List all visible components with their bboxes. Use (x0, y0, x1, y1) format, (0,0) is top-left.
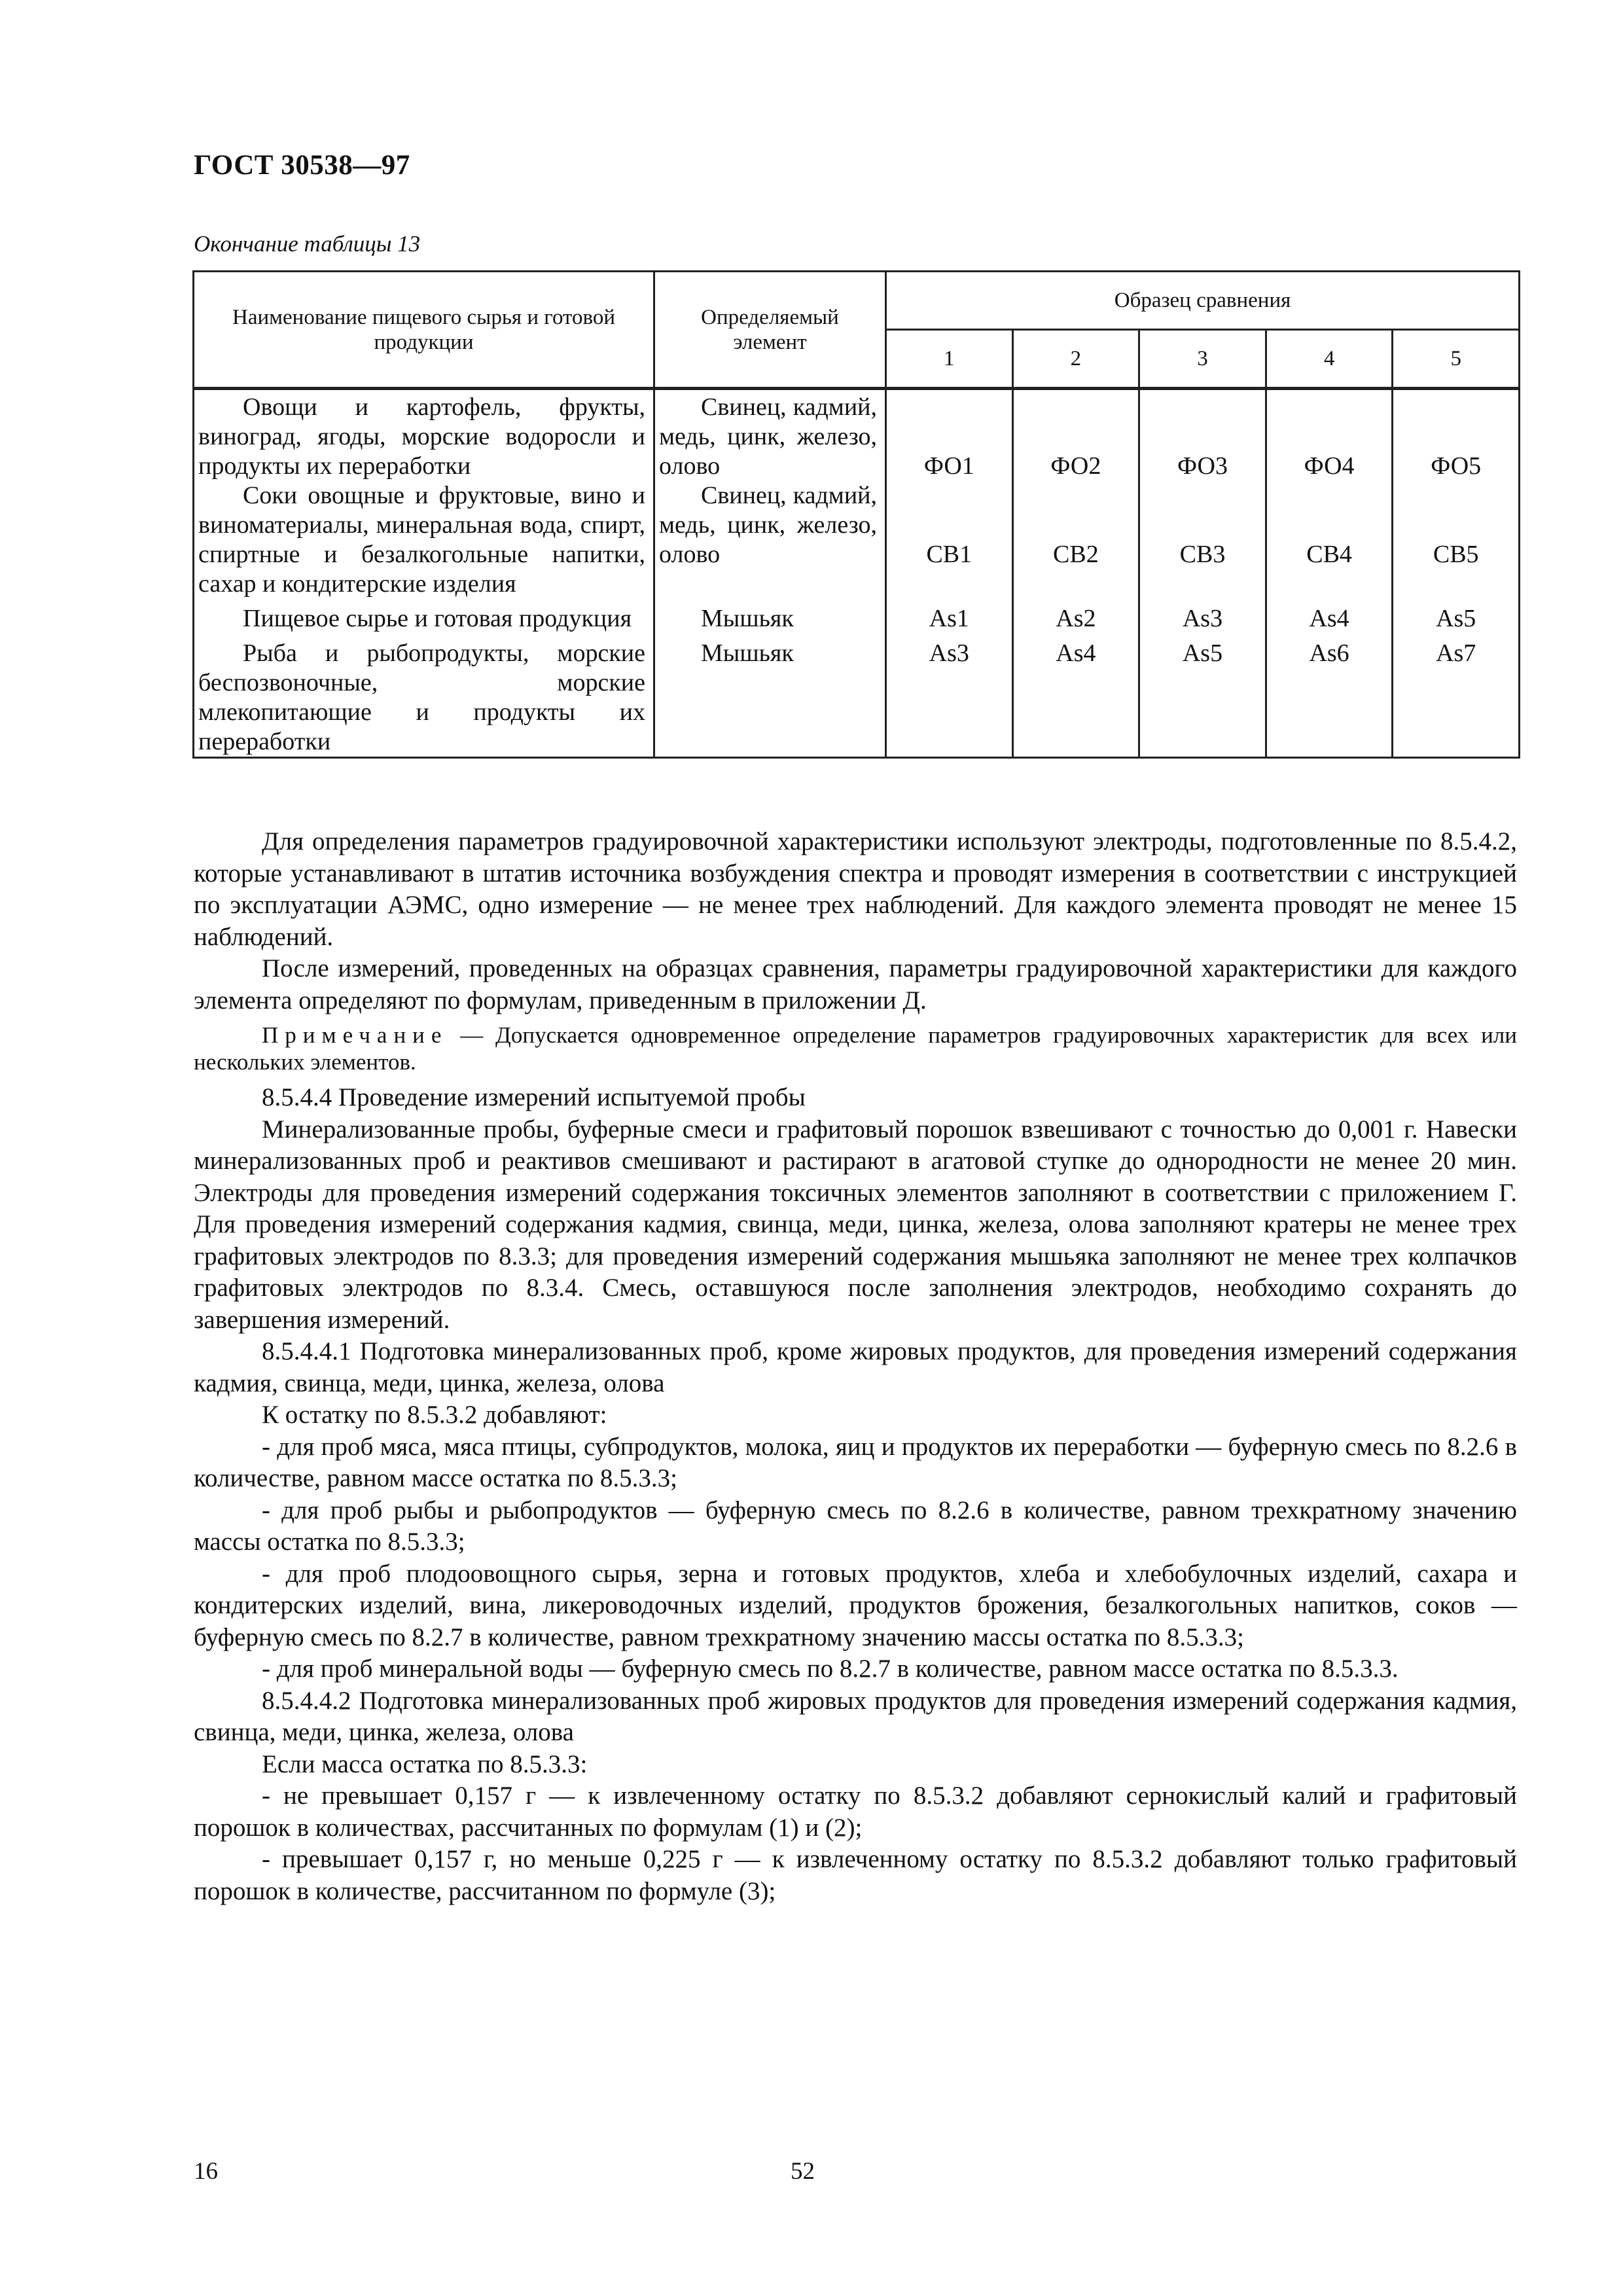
cell-element: Свинец, кадмий, медь, цинк, железо, олово (654, 389, 886, 482)
table-row (194, 389, 1520, 482)
cell-sample: As4 (1012, 634, 1139, 758)
cell-sample: ФО1 (886, 389, 1013, 482)
cell-sample: As6 (1266, 634, 1393, 758)
body-text (194, 826, 1517, 1907)
sample-number-header: 1 (886, 330, 1013, 389)
section-heading-8-5-4-4-1: 8.5.4.4.1 Подготовка минерализованных проб, кроме жировых продуктов, для проведения измерений содержания кадмия, свинца, меди, цинка, железа, олова (194, 1337, 1517, 1397)
cell-sample: As4 (1266, 599, 1393, 634)
paragraph: Для определения параметров градуировочной характеристики используют электроды, подготовленные по 8.5.4.2, которые устанавливают в штатив источника возбуждения спектра и проводят измерения в соответствии с инструкцией по эксплуатации АЭМС, одно измерение — не менее трех наблюдений. Для каждого элемента проводят не менее 15 наблюдений. (194, 827, 1517, 951)
col-header-name: Наименование пищевого сырья и готовой продукции (194, 272, 654, 389)
sheet-number: 52 (791, 2158, 815, 2185)
list-item: - для проб мяса, мяса птицы, субпродуктов, молока, яиц и продуктов их переработки — буферную смесь по 8.2.6 в количестве, равном массе остатка по 8.5.3.3; (194, 1432, 1517, 1492)
cell-sample: СВ3 (1139, 481, 1266, 599)
page-number: 16 (194, 2158, 218, 2185)
list-item: - для проб рыбы и рыбопродуктов — буферную смесь по 8.2.6 в количестве, равном трехкратному значению массы остатка по 8.5.3.3; (194, 1496, 1517, 1556)
paragraph: К остатку по 8.5.3.2 добавляют: (262, 1401, 607, 1429)
cell-sample: As7 (1393, 634, 1520, 758)
section-heading-8-5-4-4: 8.5.4.4 Проведение измерений испытуемой пробы (262, 1083, 806, 1111)
table-row (194, 599, 1520, 634)
cell-product-name: Пищевое сырье и готовая продукция (194, 599, 654, 634)
cell-product-name: Соки овощные и фруктовые, вино и виноматериалы, минеральная вода, спирт, спиртные и безалкогольные напитки, сахар и кондитерские изделия (194, 481, 654, 599)
cell-sample: СВ4 (1266, 481, 1393, 599)
sample-number-header: 5 (1393, 330, 1520, 389)
cell-sample: СВ2 (1012, 481, 1139, 599)
table-13 (192, 270, 1520, 759)
cell-sample: As1 (886, 599, 1013, 634)
document-code: ГОСТ 30538—97 (194, 150, 410, 181)
cell-sample: ФО4 (1266, 389, 1393, 482)
cell-sample: ФО3 (1139, 389, 1266, 482)
cell-sample: СВ1 (886, 481, 1013, 599)
cell-sample: СВ5 (1393, 481, 1520, 599)
note-label: Примечание (262, 1022, 448, 1048)
cell-element: Свинец, кадмий, медь, цинк, железо, олово (654, 481, 886, 599)
note-text: — Допускается одновременное определение параметров градуировочных характеристик для всех или нескольких элементов. (194, 1022, 1517, 1075)
cell-element: Мышьяк (654, 599, 886, 634)
cell-sample: ФО5 (1393, 389, 1520, 482)
list-item: - превышает 0,157 г, но меньше 0,225 г — к извлеченному остатку по 8.5.3.2 добавляют только графитовый порошок в количестве, рассчитанном по формуле (3); (194, 1845, 1517, 1905)
cell-sample: As2 (1012, 599, 1139, 634)
paragraph: Минерализованные пробы, буферные смеси и графитовый порошок взвешивают с точностью до 0,001 г. Навески минерализованных проб и реактивов смешивают и растирают в агатовой ступке до однородности не менее 20 мин. Электроды для проведения измерений содержания токсичных элементов заполняют в соответствии с приложением Г. Для проведения измерений содержания кадмия, свинца, меди, цинка, железа, олова заполняют кратеры не менее трех графитовых электродов по 8.3.3; для проведения измерений содержания мышьяка заполняют не менее трех колпачков графитовых электродов по 8.3.4. Смесь, оставшуюся после заполнения электродов, необходимо сохранять до завершения измерений. (194, 1115, 1517, 1334)
cell-element: Мышьяк (654, 634, 886, 758)
paragraph: Если масса остатка по 8.5.3.3: (262, 1749, 588, 1778)
cell-product-name: Рыба и рыбопродукты, морские беспозвоночные, морские млекопитающие и продукты их переработки (194, 634, 654, 758)
cell-sample: As5 (1139, 634, 1266, 758)
sample-number-header: 3 (1139, 330, 1266, 389)
table-row (194, 481, 1520, 599)
table-caption: Окончание таблицы 13 (194, 231, 421, 257)
cell-sample: As3 (1139, 599, 1266, 634)
note (194, 1022, 1517, 1075)
cell-product-name: Овощи и картофель, фрукты, виноград, ягоды, морские водоросли и продукты их переработки (194, 389, 654, 482)
list-item: - для проб минеральной воды — буферную смесь по 8.2.7 в количестве, равном массе остатка по 8.5.3.3. (262, 1655, 1399, 1683)
list-item: - не превышает 0,157 г — к извлеченному остатку по 8.5.3.2 добавляют сернокислый калий и графитовый порошок в количествах, рассчитанных по формулам (1) и (2); (194, 1782, 1517, 1842)
list-item: - для проб плодоовощного сырья, зерна и готовых продуктов, хлеба и хлебобулочных изделий, сахара и кондитерских изделий, вина, ликероводочных изделий, продуктов брожения, безалкогольных напитков, соков — буферную смесь по 8.2.7 в количестве, равном трехкратному значению массы остатка по 8.5.3.3; (194, 1559, 1517, 1651)
col-header-reference-sample: Образец сравнения (886, 272, 1520, 330)
paragraph: После измерений, проведенных на образцах сравнения, параметры градуировочной характеристики для каждого элемента определяют по формулам, приведенным в приложении Д. (194, 954, 1517, 1014)
sample-number-header: 2 (1012, 330, 1139, 389)
section-heading-8-5-4-4-2: 8.5.4.4.2 Подготовка минерализованных проб жировых продуктов для проведения измерений содержания кадмия, свинца, меди, цинка, железа, олова (194, 1686, 1517, 1746)
col-header-element: Определяемый элемент (654, 272, 886, 389)
cell-sample: As5 (1393, 599, 1520, 634)
sample-number-header: 4 (1266, 330, 1393, 389)
cell-sample: ФО2 (1012, 389, 1139, 482)
table-row (194, 634, 1520, 758)
cell-sample: As3 (886, 634, 1013, 758)
